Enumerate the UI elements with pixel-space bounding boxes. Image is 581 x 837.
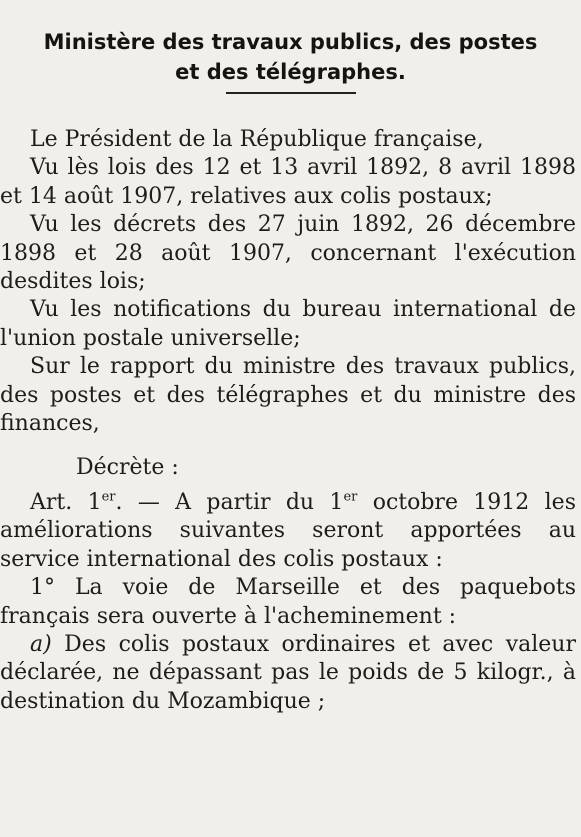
item-a-label: a) (30, 631, 52, 657)
paragraph-notifications: Vu les notifications du bureau international de l'union postale universelle; (0, 297, 576, 351)
paragraph-report: Sur le rapport du ministre des travaux publics, des postes et des télégraphes et du ministre des finances, (0, 354, 576, 437)
article-label: Art. 1 (30, 489, 102, 515)
document-heading (0, 27, 581, 87)
article-label-sup: er (101, 489, 116, 505)
paragraph-article-1 (0, 489, 576, 574)
paragraph-decree: Décrète : (76, 455, 179, 481)
article-intro: . — A partir du 1 (115, 489, 344, 515)
paragraph-president: Le Président de la République française, (30, 127, 484, 152)
paragraph-item-a (0, 631, 576, 716)
document-body (0, 126, 576, 716)
article-text: octobre 1912 les améliorations suivantes seront apportées au service international des colis postaux : (0, 489, 576, 572)
paragraph-item-1: 1° La voie de Marseille et des paquebots français sera ouverte à l'acheminement : (0, 575, 576, 629)
heading-line-2: et des télégraphes. (175, 60, 406, 84)
heading-divider (226, 92, 356, 94)
item-a-text: Des colis postaux ordinaires et avec valeur déclarée, ne dépassant pas le poids de 5 kilogr., à destination du Mozambique ; (0, 631, 576, 714)
paragraph-laws: Vu lès lois des 12 et 13 avril 1892, 8 avril 1898 et 14 août 1907, relatives aux colis postaux; (0, 155, 576, 209)
heading-line-1: Ministère des travaux publics, des postes (43, 30, 538, 54)
paragraph-decrees: Vu les décrets des 27 juin 1892, 26 décembre 1898 et 28 août 1907, concernant l'exécution desdites lois; (0, 212, 576, 295)
article-date-sup: er (343, 489, 358, 505)
